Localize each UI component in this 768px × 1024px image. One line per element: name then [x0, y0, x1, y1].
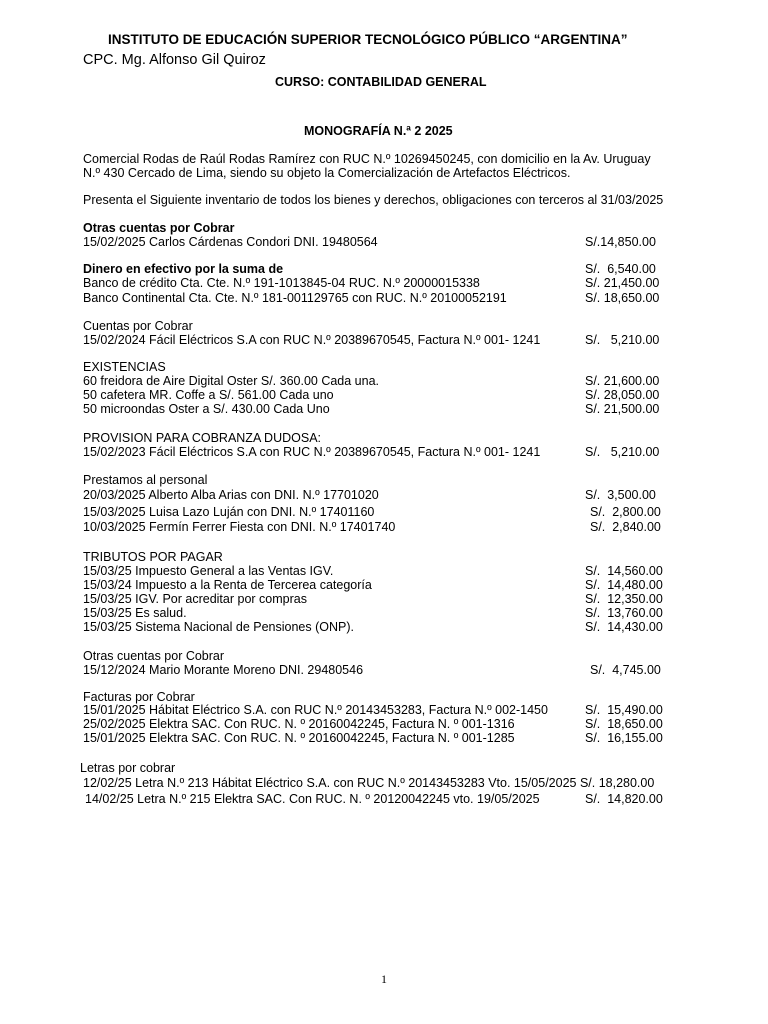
document-title: MONOGRAFÍA N.ª 2 2025 [304, 124, 453, 138]
section-heading: Dinero en efectivo por la suma de [83, 262, 284, 276]
entry-description: 15/01/2025 Elektra SAC. Con RUC. N. º 20160042245, Factura N. º 001-1285 [83, 731, 515, 745]
entry-amount: S/.14,850.00 [585, 235, 656, 249]
section-heading: Prestamos al personal [83, 473, 208, 487]
entry-amount: S/. 18,650.00 [585, 291, 660, 305]
entry-description: 50 cafetera MR. Coffe a S/. 561.00 Cada uno [83, 388, 334, 402]
entry-amount: S/. 4,745.00 [590, 663, 661, 677]
entry-amount: S/. 16,155.00 [585, 731, 663, 745]
entry-amount: S/. 21,450.00 [585, 276, 660, 290]
entry-description: Banco de crédito Cta. Cte. N.º 191-1013845-04 RUC. N.º 20000015338 [83, 276, 480, 290]
entry-amount: S/. 14,560.00 [585, 564, 663, 578]
entry-description: 15/03/24 Impuesto a la Renta de Tercerea categoría [83, 578, 372, 592]
entry-amount: S/. 12,350.00 [585, 592, 663, 606]
entry-description: Banco Continental Cta. Cte. N.º 181-001129765 con RUC. N.º 20100052191 [83, 291, 507, 305]
entry-amount: S/. 14,820.00 [585, 792, 663, 806]
section-amount: S/. 6,540.00 [585, 262, 656, 276]
course-title: CURSO: CONTABILIDAD GENERAL [275, 75, 487, 89]
entry-amount: S/. 3,500.00 [585, 488, 656, 502]
section-heading: Otras cuentas por Cobrar [83, 649, 225, 663]
entry-description: 15/03/25 IGV. Por acreditar por compras [83, 592, 307, 606]
page-number: 1 [381, 972, 387, 986]
entry-amount: S/. 14,430.00 [585, 620, 663, 634]
entry-amount: S/. 2,840.00 [590, 520, 661, 534]
section-heading: Cuentas por Cobrar [83, 319, 193, 333]
entry-description: 15/03/25 Sistema Nacional de Pensiones (ONP). [83, 620, 354, 634]
section-heading: TRIBUTOS POR PAGAR [83, 550, 223, 564]
entry-description: 15/12/2024 Mario Morante Moreno DNI. 29480546 [83, 663, 364, 677]
entry-description: 15/03/25 Es salud. [83, 606, 187, 620]
section-heading: PROVISION PARA COBRANZA DUDOSA: [83, 431, 322, 445]
entry-amount: S/. 13,760.00 [585, 606, 663, 620]
entry-description: 15/03/25 Impuesto General a las Ventas IGV. [83, 564, 334, 578]
entry-description: 25/02/2025 Elektra SAC. Con RUC. N. º 20160042245, Factura N. º 001-1316 [83, 717, 515, 731]
entry-amount: S/. 14,480.00 [585, 578, 663, 592]
entry-amount: S/. 2,800.00 [590, 505, 661, 519]
entry-amount: S/. 5,210.00 [585, 445, 660, 459]
entry-description: 15/02/2025 Carlos Cárdenas Condori DNI. 19480564 [83, 235, 378, 249]
section-heading: Facturas por Cobrar [83, 690, 195, 704]
entry-amount: S/. 18,650.00 [585, 717, 663, 731]
section-heading: EXISTENCIAS [83, 360, 166, 374]
section-heading: Otras cuentas por Cobrar [83, 221, 235, 235]
entry-description: 14/02/25 Letra N.º 215 Elektra SAC. Con RUC. N. º 20120042245 vto. 19/05/2025 [85, 792, 540, 806]
entry-amount: S/. 28,050.00 [585, 388, 660, 402]
institute-name: INSTITUTO DE EDUCACIÓN SUPERIOR TECNOLÓGICO PÚBLICO “ARGENTINA” [108, 32, 628, 47]
entry-description: 10/03/2025 Fermín Ferrer Fiesta con DNI. N.º 17401740 [83, 520, 396, 534]
entry-description: 15/03/2025 Luisa Lazo Luján con DNI. N.º 17401160 [83, 505, 375, 519]
entry-amount: S/. 5,210.00 [585, 333, 660, 347]
entry-description: 15/02/2023 Fácil Eléctricos S.A con RUC N.º 20389670545, Factura N.º 001- 1241 [83, 445, 541, 459]
entry-amount: S/. 21,500.00 [585, 402, 660, 416]
entry-description: 50 microondas Oster a S/. 430.00 Cada Uno [83, 402, 330, 416]
entry-amount: S/. 15,490.00 [585, 703, 663, 717]
intro-line-3: Presenta el Siguiente inventario de todos los bienes y derechos, obligaciones con terceros al 31/03/2025 [83, 193, 664, 207]
intro-line-1: Comercial Rodas de Raúl Rodas Ramírez con RUC N.º 10269450245, con domicilio en la Av. Uruguay [83, 152, 651, 166]
entry-amount: S/. 21,600.00 [585, 374, 660, 388]
entry-description: 20/03/2025 Alberto Alba Arias con DNI. N.º 17701020 [83, 488, 379, 502]
section-heading: Letras por cobrar [80, 761, 176, 775]
entry-description: 12/02/25 Letra N.º 213 Hábitat Eléctrico S.A. con RUC N.º 20143453283 Vto. 15/05/2025 S/. 18,280.00 [83, 776, 655, 790]
entry-description: 15/01/2025 Hábitat Eléctrico S.A. con RUC N.º 20143453283, Factura N.º 002-1450 [83, 703, 548, 717]
intro-line-2: N.º 430 Cercado de Lima, siendo su objeto la Comercialización de Artefactos Eléctricos. [83, 166, 571, 180]
entry-description: 15/02/2024 Fácil Eléctricos S.A con RUC N.º 20389670545, Factura N.º 001- 1241 [83, 333, 541, 347]
teacher-name: CPC. Mg. Alfonso Gil Quiroz [83, 52, 266, 68]
entry-description: 60 freidora de Aire Digital Oster S/. 360.00 Cada una. [83, 374, 380, 388]
